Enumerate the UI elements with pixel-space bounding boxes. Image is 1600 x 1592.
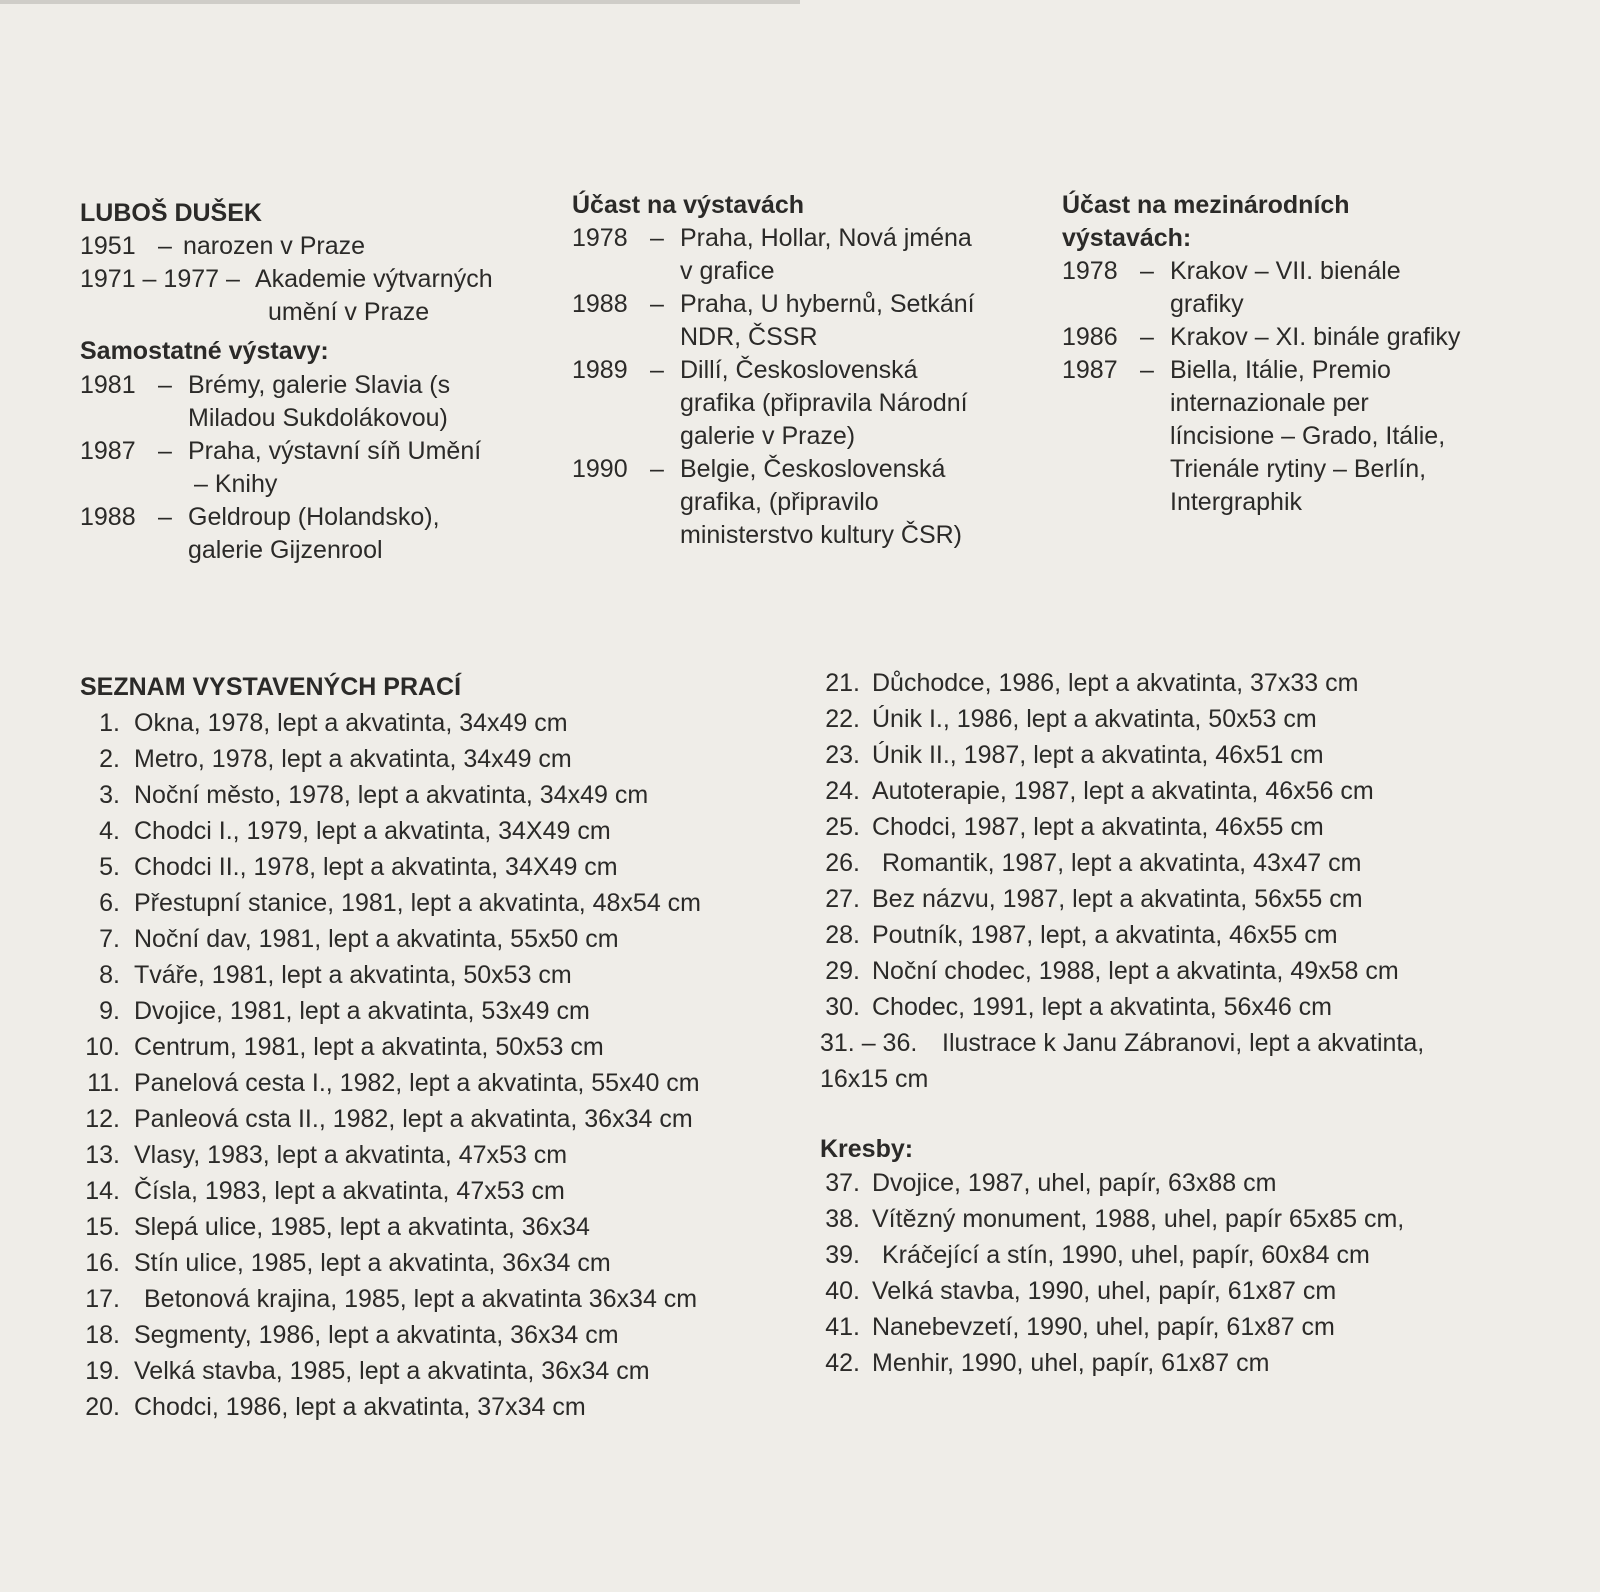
work-title: Chodci II., 1978, lept a akvatinta, 34X49 cm xyxy=(134,853,618,881)
work-title: Panelová cesta I., 1982, lept a akvatinta, 55x40 cm xyxy=(134,1069,700,1097)
group-heading: Účast na výstavách xyxy=(572,191,805,219)
work-number: 26. xyxy=(825,849,860,877)
group-exhibitions-column xyxy=(572,190,1032,570)
group-year: 1988 xyxy=(572,290,628,318)
work-number: 28. xyxy=(825,921,860,949)
international-dash: – xyxy=(1140,257,1154,285)
group-year: 1989 xyxy=(572,356,628,384)
work-number: 3. xyxy=(99,781,120,809)
drawing-title: Dvojice, 1987, uhel, papír, 63x88 cm xyxy=(872,1169,1277,1197)
work-title: Slepá ulice, 1985, lept a akvatinta, 36x34 xyxy=(134,1213,590,1241)
work-number: 10. xyxy=(85,1033,120,1061)
drawing-number: 42. xyxy=(825,1349,860,1377)
work-title: Tváře, 1981, lept a akvatinta, 50x53 cm xyxy=(134,961,572,989)
work-title: Čísla, 1983, lept a akvatinta, 47x53 cm xyxy=(134,1177,565,1205)
work-title: Autoterapie, 1987, lept a akvatinta, 46x56 cm xyxy=(872,777,1374,805)
works-list-left xyxy=(80,672,780,1432)
group-text: NDR, ČSSR xyxy=(680,323,818,351)
work-number: 16. xyxy=(85,1249,120,1277)
work-title: Noční dav, 1981, lept a akvatinta, 55x50 cm xyxy=(134,925,619,953)
international-text: líncisione – Grado, Itálie, xyxy=(1170,422,1446,450)
group-dash: – xyxy=(650,356,664,384)
group-text: ministerstvo kultury ČSR) xyxy=(680,521,962,549)
work-title: Chodci I., 1979, lept a akvatinta, 34X49 cm xyxy=(134,817,611,845)
group-year: 1990 xyxy=(572,455,628,483)
bio-text: Akademie výtvarných xyxy=(255,265,493,293)
work-title: Noční chodec, 1988, lept a akvatinta, 49x58 cm xyxy=(872,957,1399,985)
group-text: v grafice xyxy=(680,257,775,285)
work-title: Přestupní stanice, 1981, lept a akvatinta, 48x54 cm xyxy=(134,889,702,917)
international-heading: Účast na mezinárodních xyxy=(1062,191,1350,219)
work-title: Vlasy, 1983, lept a akvatinta, 47x53 cm xyxy=(134,1141,568,1169)
international-heading: výstavách: xyxy=(1062,224,1192,252)
drawing-number: 39. xyxy=(825,1241,860,1269)
group-dash: – xyxy=(650,224,664,252)
solo-text: galerie Gijzenrool xyxy=(188,536,383,564)
work-title: Bez názvu, 1987, lept a akvatinta, 56x55 cm xyxy=(872,885,1363,913)
work-number: 24. xyxy=(825,777,860,805)
solo-heading: Samostatné výstavy: xyxy=(80,337,329,365)
work-number: 31. – 36. xyxy=(820,1029,918,1057)
international-text: grafiky xyxy=(1170,290,1244,318)
work-number: 9. xyxy=(99,997,120,1025)
solo-dash: – xyxy=(158,437,172,465)
international-text: Intergraphik xyxy=(1170,488,1303,516)
solo-text: – Knihy xyxy=(194,470,278,498)
works-heading: SEZNAM VYSTAVENÝCH PRACÍ xyxy=(80,673,462,701)
solo-year: 1981 xyxy=(80,371,136,399)
work-title: Segmenty, 1986, lept a akvatinta, 36x34 cm xyxy=(134,1321,619,1349)
work-number: 29. xyxy=(825,957,860,985)
work-number: 27. xyxy=(825,885,860,913)
group-year: 1978 xyxy=(572,224,628,252)
work-title: Chodci, 1986, lept a akvatinta, 37x34 cm xyxy=(134,1393,586,1421)
work-number: 8. xyxy=(99,961,120,989)
solo-text: Brémy, galerie Slavia (s xyxy=(188,371,451,399)
international-text: Biella, Itálie, Premio xyxy=(1170,356,1391,384)
work-number: 1. xyxy=(99,709,120,737)
artist-column xyxy=(80,198,550,578)
work-title: Noční město, 1978, lept a akvatinta, 34x49 cm xyxy=(134,781,649,809)
solo-text: Geldroup (Holandsko), xyxy=(188,503,440,531)
bio-dash: – xyxy=(158,232,172,260)
solo-text: Praha, výstavní síň Umění xyxy=(188,437,482,465)
work-title: Únik I., 1986, lept a akvatinta, 50x53 cm xyxy=(872,705,1317,733)
international-dash: – xyxy=(1140,323,1154,351)
international-text: Krakov – XI. binále grafiky xyxy=(1170,323,1461,351)
work-number: 15. xyxy=(85,1213,120,1241)
work-number: 20. xyxy=(85,1393,120,1421)
work-title: Ilustrace k Janu Zábranovi, lept a akvatinta, xyxy=(942,1029,1425,1057)
work-title: Panleová csta II., 1982, lept a akvatinta, 36x34 cm xyxy=(134,1105,693,1133)
work-number: 14. xyxy=(85,1177,120,1205)
work-title-continued: 16x15 cm xyxy=(820,1065,929,1093)
drawing-title: Vítězný monument, 1988, uhel, papír 65x85 cm, xyxy=(872,1205,1405,1233)
work-title: Metro, 1978, lept a akvatinta, 34x49 cm xyxy=(134,745,572,773)
scan-edge xyxy=(0,0,800,4)
work-title: Centrum, 1981, lept a akvatinta, 50x53 cm xyxy=(134,1033,604,1061)
work-number: 23. xyxy=(825,741,860,769)
work-number: 18. xyxy=(85,1321,120,1349)
work-number: 30. xyxy=(825,993,860,1021)
drawings-heading: Kresby: xyxy=(820,1135,914,1163)
group-text: grafika, (připravilo xyxy=(680,488,879,516)
international-text: internazionale per xyxy=(1170,389,1369,417)
solo-dash: – xyxy=(158,503,172,531)
work-number: 12. xyxy=(85,1105,120,1133)
solo-text: Miladou Sukdolákovou) xyxy=(188,404,448,432)
international-year: 1978 xyxy=(1062,257,1118,285)
drawing-title: Nanebevzetí, 1990, uhel, papír, 61x87 cm xyxy=(872,1313,1335,1341)
work-title: Okna, 1978, lept a akvatinta, 34x49 cm xyxy=(134,709,568,737)
work-title: Důchodce, 1986, lept a akvatinta, 37x33 cm xyxy=(872,669,1359,697)
drawing-number: 37. xyxy=(825,1169,860,1197)
work-title: Romantik, 1987, lept a akvatinta, 43x47 cm xyxy=(882,849,1362,877)
work-number: 17. xyxy=(85,1285,120,1313)
group-text: Praha, Hollar, Nová jména xyxy=(680,224,972,252)
group-text: Dillí, Československá xyxy=(680,356,918,384)
bio-year: 1971 – 1977 – xyxy=(80,265,240,293)
work-number: 19. xyxy=(85,1357,120,1385)
drawing-title: Velká stavba, 1990, uhel, papír, 61x87 cm xyxy=(872,1277,1337,1305)
drawing-title: Kráčející a stín, 1990, uhel, papír, 60x84 cm xyxy=(882,1241,1370,1269)
work-number: 11. xyxy=(87,1069,120,1097)
international-text: Krakov – VII. bienále xyxy=(1170,257,1401,285)
bio-year: 1951 xyxy=(80,232,136,260)
group-dash: – xyxy=(650,455,664,483)
international-year: 1986 xyxy=(1062,323,1118,351)
work-title: Chodec, 1991, lept a akvatinta, 56x46 cm xyxy=(872,993,1333,1021)
work-number: 2. xyxy=(99,745,120,773)
drawing-title: Menhir, 1990, uhel, papír, 61x87 cm xyxy=(872,1349,1270,1377)
group-text: galerie v Praze) xyxy=(680,422,856,450)
work-title: Stín ulice, 1985, lept a akvatinta, 36x34 cm xyxy=(134,1249,611,1277)
work-number: 6. xyxy=(99,889,120,917)
work-title: Únik II., 1987, lept a akvatinta, 46x51 cm xyxy=(872,741,1324,769)
work-title: Velká stavba, 1985, lept a akvatinta, 36x34 cm xyxy=(134,1357,650,1385)
work-title: Betonová krajina, 1985, lept a akvatinta 36x34 cm xyxy=(144,1285,698,1313)
group-text: Belgie, Československá xyxy=(680,455,946,483)
work-number: 13. xyxy=(85,1141,120,1169)
group-text: Praha, U hybernů, Setkání xyxy=(680,290,975,318)
work-title: Dvojice, 1981, lept a akvatinta, 53x49 cm xyxy=(134,997,590,1025)
solo-year: 1988 xyxy=(80,503,136,531)
work-number: 4. xyxy=(99,817,120,845)
international-dash: – xyxy=(1140,356,1154,384)
group-dash: – xyxy=(650,290,664,318)
bio-text: umění v Praze xyxy=(268,298,430,326)
work-number: 5. xyxy=(99,853,120,881)
international-year: 1987 xyxy=(1062,356,1118,384)
works-list-right xyxy=(820,668,1540,1388)
drawing-number: 40. xyxy=(825,1277,860,1305)
artist-name: LUBOŠ DUŠEK xyxy=(80,199,262,227)
solo-dash: – xyxy=(158,371,172,399)
group-text: grafika (připravila Národní xyxy=(680,389,968,417)
work-title: Poutník, 1987, lept, a akvatinta, 46x55 cm xyxy=(872,921,1338,949)
international-text: Trienále rytiny – Berlín, xyxy=(1170,455,1427,483)
international-exhibitions-column xyxy=(1062,190,1562,570)
bio-text: narozen v Praze xyxy=(183,232,366,260)
work-number: 7. xyxy=(99,925,120,953)
work-number: 22. xyxy=(825,705,860,733)
work-number: 21. xyxy=(825,669,860,697)
work-title: Chodci, 1987, lept a akvatinta, 46x55 cm xyxy=(872,813,1324,841)
drawing-number: 38. xyxy=(825,1205,860,1233)
solo-year: 1987 xyxy=(80,437,136,465)
work-number: 25. xyxy=(825,813,860,841)
drawing-number: 41. xyxy=(825,1313,860,1341)
